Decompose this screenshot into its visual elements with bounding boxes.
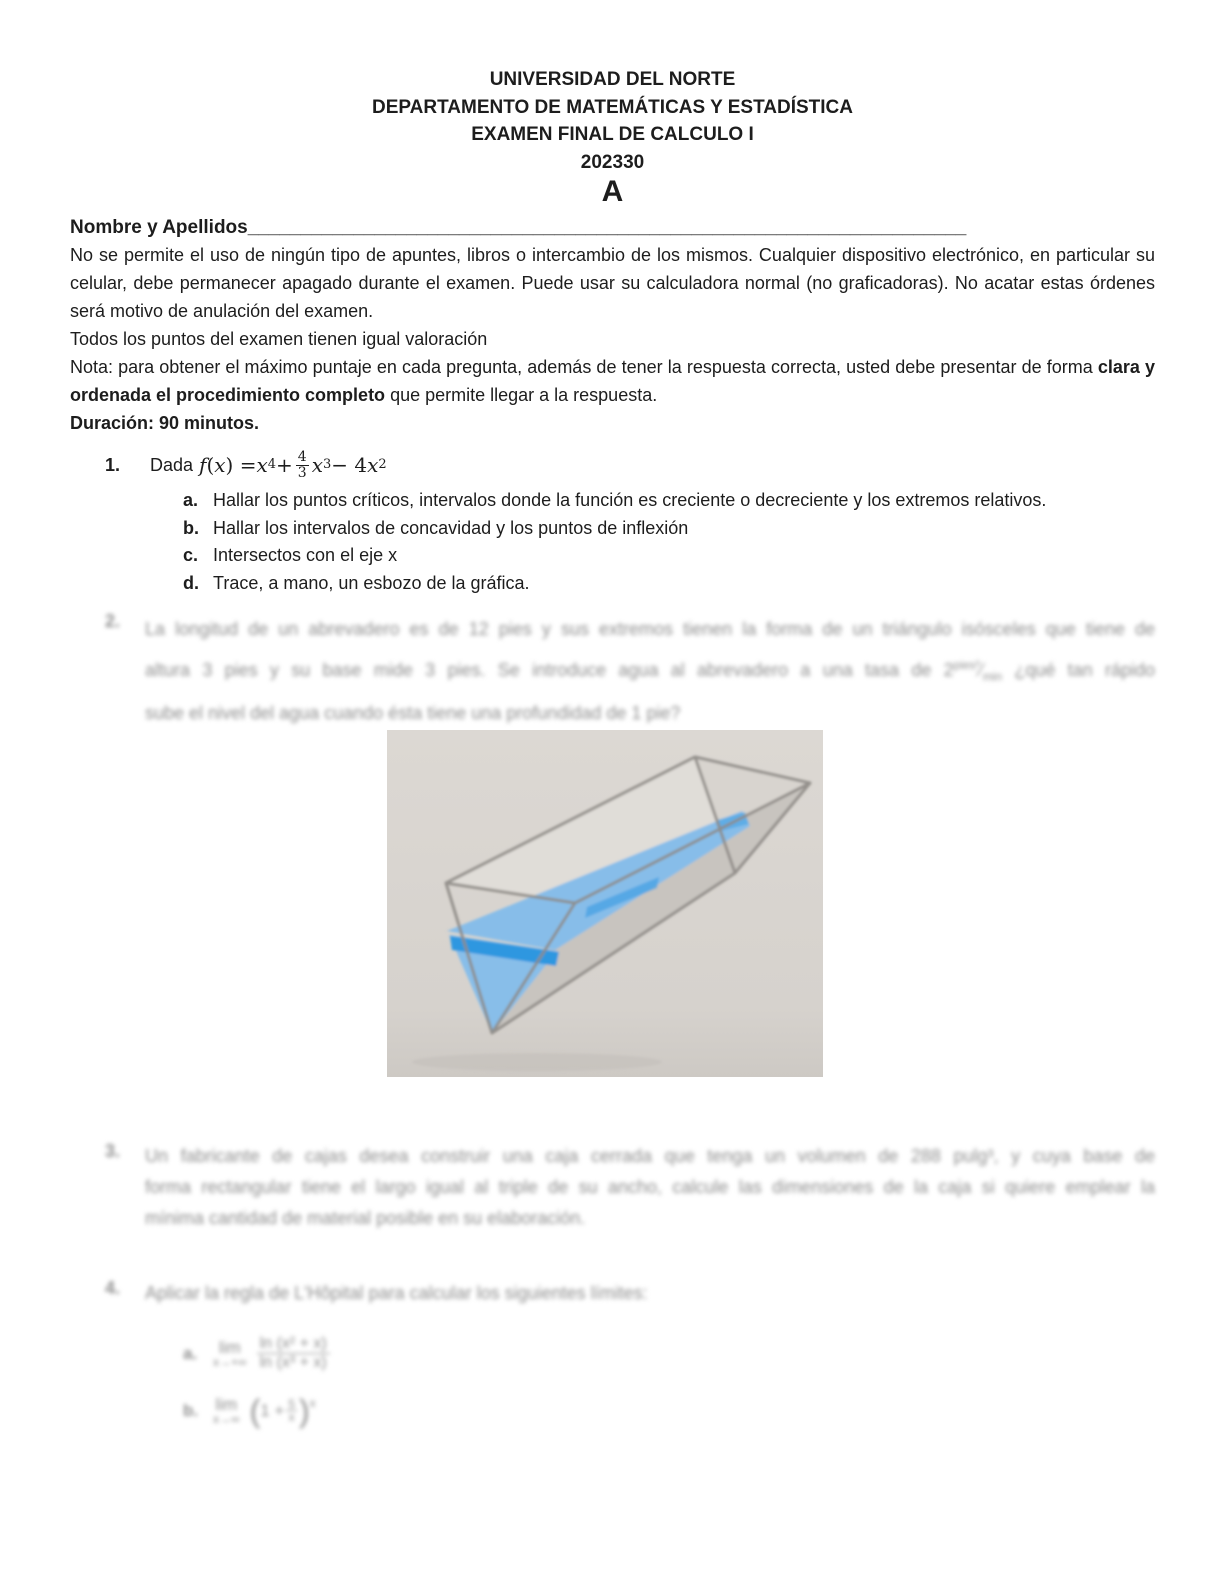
question-3-line3: mínima cantidad de material posible en su elaboración. <box>145 1207 586 1228</box>
math-equals: ) = <box>225 453 257 478</box>
math-lparen: ( <box>206 453 215 478</box>
limit-fraction: ln (x² + x) ln (x³ + x) <box>257 1335 330 1373</box>
page-header <box>70 66 1155 176</box>
exponent: x <box>309 1395 316 1410</box>
exam-version: A <box>601 175 624 209</box>
q2-rate-denominator: min <box>982 669 1003 684</box>
question-4-item-b <box>70 1392 1155 1429</box>
item-letter: b. <box>183 517 199 538</box>
equal-value-note: Todos los puntos del examen tienen igual valoración <box>70 329 488 350</box>
limit-operator: lim x→+∞ <box>213 1337 247 1370</box>
question-2-line3: sube el nivel del agua cuando ésta tiene una profundidad de 1 pie? <box>145 702 681 723</box>
limit-operator: lim x→∞ <box>213 1394 240 1427</box>
question-1-number: 1. <box>105 454 121 475</box>
question-4-number: 4. <box>105 1277 121 1298</box>
q2-rate-numerator: pies³ <box>953 658 980 673</box>
math-x: x <box>311 453 323 478</box>
duration-line: Duración: 90 minutos. <box>70 413 260 434</box>
q2-line2-post: ¿qué tan rápido <box>1002 660 1155 681</box>
question-1 <box>70 443 1155 487</box>
item-text: Hallar los intervalos de concavidad y los puntos de inflexión <box>213 517 689 538</box>
math-plus: + <box>276 453 293 478</box>
math-f: f <box>199 453 207 478</box>
university-name: UNIVERSIDAD DEL NORTE <box>489 69 736 90</box>
question-3-line2: forma rectangular tiene el largo igual al triple de su ancho, calcule las dimensiones de la caja si quiere emplear la <box>145 1176 1155 1197</box>
question-4 <box>70 1278 1155 1309</box>
question-1-item-d <box>70 570 1155 598</box>
math-fraction: $\frac{4}{3}$ <box>297 449 307 481</box>
big-paren-left: ( <box>249 1392 261 1429</box>
q2-rate-slash: ⁄ <box>979 660 983 681</box>
question-2-number: 2. <box>105 611 121 632</box>
item-text: Intersectos con el eje x <box>213 545 398 566</box>
small-fraction: $\frac{5}{x}$ <box>288 1396 296 1425</box>
item-text: Hallar los puntos críticos, intervalos donde la función es creciente o decreciente y los extremos relativos. <box>213 490 1047 511</box>
item-text: Trace, a mano, un esbozo de la gráfica. <box>213 572 530 593</box>
math-x: x <box>256 453 268 478</box>
math-x: x <box>367 453 379 478</box>
question-4-intro: Aplicar la regla de L'Hôpital para calcular los siguientes límites: <box>145 1282 648 1303</box>
nota-pre: Nota: para obtener el máximo puntaje en cada pregunta, además de tener la respuesta correcta, usted debe presentar de forma <box>70 357 1098 378</box>
name-line <box>70 215 1155 241</box>
math-minus: − 4 <box>331 453 368 478</box>
trough-illustration <box>387 730 823 1077</box>
trough-figure <box>387 730 823 1077</box>
question-2 <box>70 611 1155 731</box>
question-3-number: 3. <box>105 1140 121 1161</box>
question-2-line2 <box>145 647 1155 695</box>
item-letter: c. <box>183 545 199 566</box>
question-3 <box>70 1141 1155 1234</box>
limit-expression: 1 + <box>260 1400 285 1420</box>
term-code: 202330 <box>580 151 645 173</box>
question-3-line1: Un fabricante de cajas desea construir una caja cerrada que tenga un volumen de 288 pulg³, y cuya base de <box>145 1145 1155 1166</box>
item-letter: b. <box>183 1400 199 1420</box>
nota-paragraph <box>70 353 1155 409</box>
name-label: Nombre y Apellidos <box>70 217 248 239</box>
math-x: x <box>214 453 226 478</box>
question-4-item-a <box>70 1335 1155 1373</box>
nota-post: que permite llegar a la respuesta. <box>385 385 658 406</box>
question-1-item-b <box>70 515 1155 543</box>
rules-paragraph: No se permite el uso de ningún tipo de apuntes, libros o intercambio de los mismos. Cualquier dispositivo electrónico, en particular su celular, debe permanecer apagado durante el examen. Puede usar su calculadora normal (no graficadoras). No acatar estas órdenes será motivo de anulación del examen. <box>70 245 1155 322</box>
department-name: DEPARTAMENTO DE MATEMÁTICAS Y ESTADÍSTICA <box>371 96 853 118</box>
item-letter: a. <box>183 490 199 511</box>
name-blank: ____________________________________________________________________ <box>247 217 967 239</box>
question-1-item-c <box>70 542 1155 570</box>
question-1-intro: Dada <box>150 454 194 475</box>
item-letter: a. <box>183 1343 198 1363</box>
q2-line2-pre: altura 3 pies y su base mide 3 pies. Se introduce agua al abrevadero a una tasa de 2 <box>145 660 954 681</box>
question-2-line1: La longitud de un abrevadero es de 12 pies y sus extremos tienen la forma de un triángulo isósceles que tiene de <box>145 619 1155 640</box>
nota-bold: clara y ordenada el procedimiento completo <box>70 357 1155 406</box>
exam-title: EXAMEN FINAL DE CALCULO I <box>471 124 754 146</box>
item-letter: d. <box>183 572 199 593</box>
big-paren-right: ) <box>299 1392 310 1429</box>
question-1-item-a <box>70 487 1155 515</box>
question-1-formula: f ( x ) = x 4 + $\frac{4}{3}$ x 3 − 4 x 2 <box>199 449 387 481</box>
